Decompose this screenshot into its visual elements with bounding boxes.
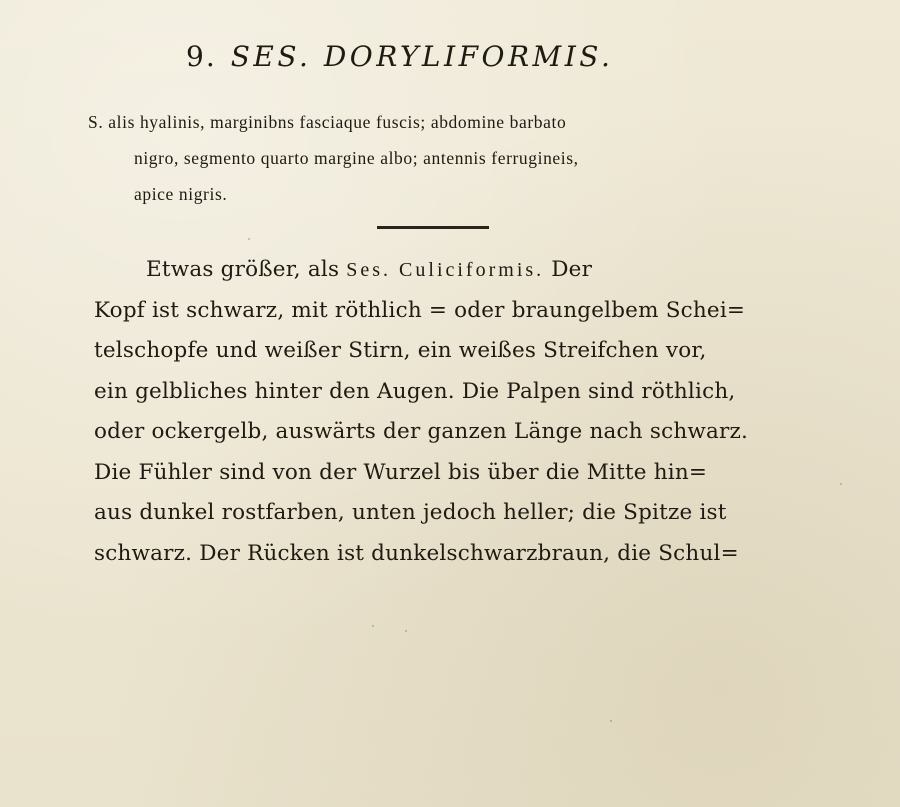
text-line	[94, 250, 794, 291]
paper-speck	[248, 238, 250, 240]
text-fragment: Etwas größer, als	[146, 257, 340, 282]
latin-line: S. alis hyalinis, marginibns fasciaque fuscis; abdomine barbato	[88, 112, 567, 132]
species-title: SES. DORYLIFORMIS.	[230, 40, 614, 73]
species-reference: Ses. Culiciformis.	[346, 259, 545, 281]
section-divider	[377, 226, 489, 229]
text-line: ein gelbliches hinter den Augen. Die Palpen sind röthlich,	[94, 378, 736, 404]
text-line: aus dunkel rostfarben, unten jedoch heller; die Spitze ist	[94, 500, 727, 525]
latin-line: apice nigris.	[134, 184, 228, 204]
text-fragment: Der	[551, 257, 593, 282]
paper-speck	[610, 720, 612, 722]
paper-speck	[840, 483, 842, 485]
paper-speck	[405, 630, 407, 632]
text-line: Die Fühler sind von der Wurzel bis über die Mitte hin=	[94, 459, 708, 485]
latin-line: nigro, segmento quarto margine albo; antennis ferrugineis,	[134, 148, 579, 168]
text-line: Kopf ist schwarz, mit röthlich = oder braungelbem Schei=	[94, 297, 746, 323]
paper-speck	[372, 625, 374, 627]
text-line: telschopfe und weißer Stirn, ein weißes Streifchen vor,	[94, 338, 707, 363]
page-header	[186, 40, 613, 73]
page-number: 9.	[186, 40, 217, 73]
german-description	[94, 250, 794, 574]
text-line: schwarz. Der Rücken ist dunkelschwarzbraun, die Schul=	[94, 540, 739, 566]
latin-description	[88, 104, 788, 212]
text-line: oder ockergelb, auswärts der ganzen Länge nach schwarz.	[94, 419, 749, 444]
